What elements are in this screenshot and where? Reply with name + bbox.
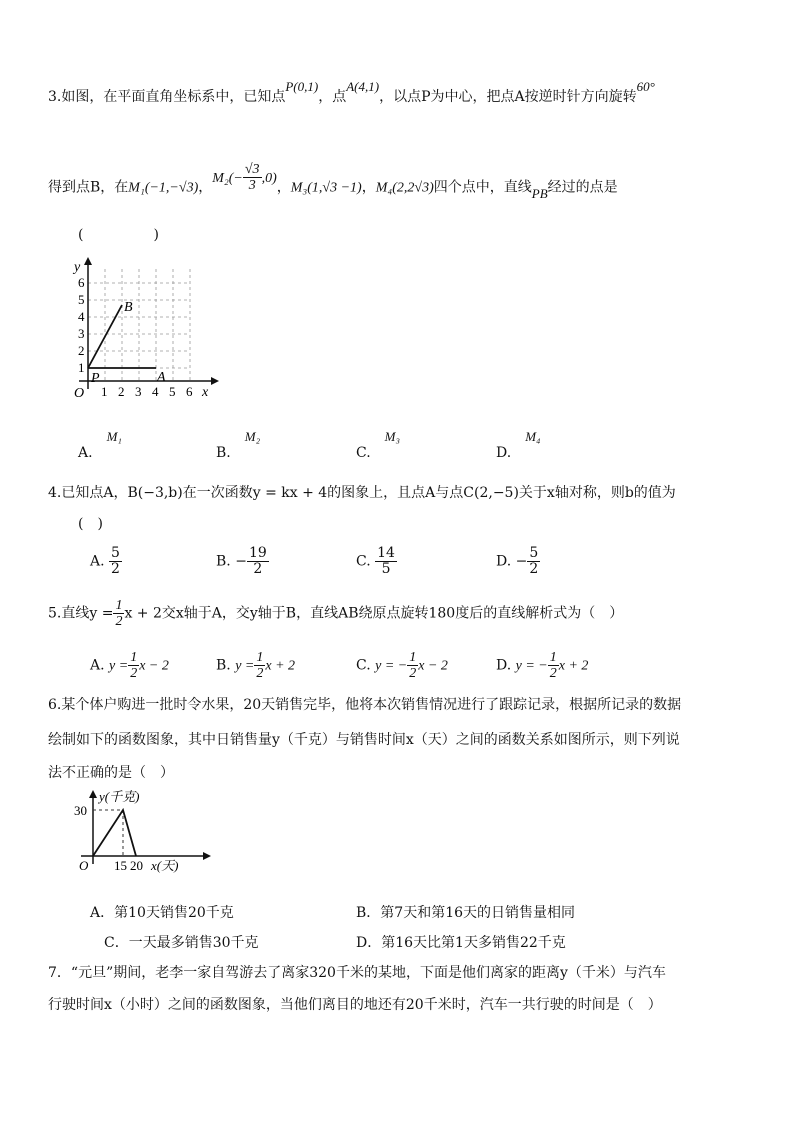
q5-den: 2	[115, 614, 123, 629]
option-den: 2	[256, 666, 264, 681]
q3-option-c[interactable]	[356, 429, 446, 464]
option-text: 第10天销售20千克	[114, 905, 234, 921]
q3-text: 四个点中，直线	[433, 179, 532, 196]
option-den: 5	[381, 561, 391, 577]
q6-stem-line1: 6.某个体户购进一批时令水果，20天销售完毕，他将本次销售情况进行了跟踪记录，根据所记录的数据	[48, 697, 682, 713]
q5-stem	[48, 598, 623, 629]
q3-m2-den: 3	[248, 178, 256, 193]
q3-x-tick: 5	[169, 384, 176, 399]
q3-text: 经过的点是	[547, 179, 618, 196]
q3-x-axis-label: x	[202, 385, 209, 400]
q3-grid	[88, 269, 190, 381]
option-pre: y = −	[375, 658, 408, 674]
q3-m2-pre: M₂(−	[212, 170, 243, 186]
option-pre: y =	[109, 658, 129, 674]
option-letter: A．	[90, 905, 115, 921]
q4-answer-paren: ( )	[78, 516, 103, 532]
q6-stem-line3: 法不正确的是（ ）	[48, 765, 174, 781]
option-letter: C．	[104, 935, 129, 951]
option-fraction	[548, 650, 559, 681]
option-post: x − 2	[139, 658, 169, 674]
q5-option-c[interactable]	[356, 650, 448, 681]
q3-origin-label: O	[74, 386, 85, 401]
q4-option-c[interactable]	[356, 546, 397, 577]
q6-sales-line	[93, 810, 136, 856]
q3-option-d[interactable]	[496, 429, 586, 464]
q4-stem: 4.已知点A，B(−3,b)在一次函数y = kx + 4的图象上，且点A与点C(2,−5)关于x轴对称，则b的值为	[48, 485, 676, 501]
q6-x-tick-20: 20	[130, 858, 143, 873]
option-letter: B．	[356, 905, 381, 921]
q3-answer-paren: ( )	[78, 227, 159, 243]
option-letter: D.	[496, 553, 512, 570]
option-num: 1	[409, 650, 417, 665]
q3-y-tick: 5	[78, 292, 85, 307]
q3-y-tick-labels	[78, 275, 85, 375]
q3-coordinate-graph	[65, 255, 245, 405]
option-text: 一天最多销售30千克	[128, 935, 259, 951]
q3-x-tick: 6	[186, 384, 193, 399]
option-den: 2	[409, 666, 417, 681]
q6-origin-label: O	[79, 858, 89, 873]
option-fraction	[375, 546, 397, 577]
option-num: 1	[549, 650, 557, 665]
q3-y-tick: 4	[78, 309, 85, 324]
q5-option-b[interactable]	[216, 650, 295, 681]
q6-y-axis-label: y(千克)	[99, 789, 140, 804]
q6-option-c[interactable]	[104, 934, 259, 952]
option-den: 2	[253, 561, 263, 577]
q3-point-a-label: A	[157, 370, 166, 385]
option-letter: D.	[496, 445, 512, 461]
q5-option-d[interactable]	[496, 650, 588, 681]
q6-y-tick-30: 30	[74, 803, 87, 818]
q3-y-axis-arrow	[84, 257, 92, 265]
q6-stem-line2: 绘制如下的函数图象，其中日销售量y（千克）与销售时间x（天）之间的函数关系如图所示，则下列说	[48, 732, 680, 748]
q6-x-tick-15: 15	[114, 858, 127, 873]
q3-point-p-label: P	[91, 371, 100, 386]
q3-point-a: A(4,1)	[346, 79, 380, 94]
option-sign: −	[515, 553, 528, 570]
option-letter: C.	[356, 445, 371, 461]
option-letter: D．	[356, 935, 382, 951]
option-post: x − 2	[418, 658, 448, 674]
option-num: 14	[377, 545, 395, 561]
option-text: M₂	[244, 429, 261, 444]
option-letter: C.	[356, 553, 371, 570]
q3-text: 3.如图，在平面直角坐标系中，已知点	[48, 89, 286, 105]
option-den: 2	[529, 561, 539, 577]
option-letter: D.	[496, 657, 512, 674]
option-letter: B.	[216, 445, 231, 461]
q4-option-b[interactable]	[216, 546, 269, 577]
option-fraction	[128, 650, 139, 681]
q3-y-axis-label: y	[74, 260, 81, 275]
q3-y-tick: 6	[78, 275, 85, 290]
q6-option-d[interactable]	[356, 934, 566, 952]
q3-y-tick: 1	[78, 360, 85, 375]
q3-point-b-label: B	[124, 300, 133, 315]
q3-m2-frac	[243, 162, 262, 193]
q6-option-a[interactable]	[90, 904, 234, 922]
option-fraction	[527, 546, 540, 577]
option-sign: −	[235, 553, 247, 570]
q3-x-axis-arrow	[211, 377, 219, 385]
q3-m3: M₃(1,√3 −1)	[290, 180, 362, 196]
q3-m1: M₁(−1,−√3)	[128, 180, 199, 196]
q3-option-b[interactable]	[216, 429, 306, 464]
option-letter: C.	[356, 657, 371, 674]
q5-text: 5.直线y =	[48, 605, 114, 622]
q5-fraction	[113, 598, 124, 629]
q5-option-a[interactable]	[90, 650, 169, 681]
option-num: 19	[248, 545, 267, 561]
q7-stem-line2: 行驶时间x（小时）之间的函数图象，当他们离目的地还有20千米时，汽车一共行驶的时间是（ ）	[48, 997, 662, 1013]
option-fraction	[109, 546, 122, 577]
q3-x-tick: 4	[152, 384, 159, 399]
q3-text: ，以点P为中心，把点A按逆时针方向旋转	[379, 89, 637, 105]
q6-x-axis-label: x(天)	[151, 858, 179, 873]
option-letter: B.	[216, 657, 231, 674]
q3-y-tick: 2	[78, 343, 85, 358]
q3-y-tick: 3	[78, 326, 85, 341]
option-text: M₄	[525, 429, 541, 444]
q3-point-p: P(0,1)	[285, 79, 319, 94]
q3-x-tick-labels	[101, 384, 193, 399]
option-text: M₁	[106, 429, 122, 444]
option-text: 第16天比第1天多销售22千克	[381, 935, 566, 951]
q6-option-b[interactable]	[356, 904, 575, 922]
option-pre: y =	[235, 658, 255, 674]
option-pre: y = −	[515, 658, 548, 674]
q3-angle: 60°	[636, 79, 655, 94]
option-post: x + 2	[558, 658, 589, 674]
option-text: M₃	[384, 429, 401, 444]
q5-text: x + 2交x轴于A，交y轴于B，直线AB绕原点旋转180度后的直线解析式为（ ）	[124, 605, 624, 622]
option-letter: A.	[78, 445, 93, 461]
option-den: 2	[549, 666, 557, 681]
q3-x-tick: 2	[118, 384, 125, 399]
q3-segment-pb	[88, 305, 122, 368]
q3-m4: M₄(2,2√3)	[375, 180, 434, 196]
q3-m2-post: ,0)	[261, 170, 277, 186]
option-fraction	[254, 650, 265, 681]
q3-text: 得到点B，在	[48, 179, 129, 196]
q3-text: ，点	[318, 89, 347, 105]
q3-pb: PB	[531, 185, 548, 201]
q6-sales-graph	[73, 786, 243, 876]
q3-line1	[48, 79, 655, 106]
option-letter: B.	[216, 553, 231, 570]
option-text: 第7天和第16天的日销售量相同	[380, 905, 576, 921]
option-num: 5	[111, 545, 120, 561]
q3-x-tick: 3	[135, 384, 142, 399]
q7-stem-line1: 7．“元旦”期间，老李一家自驾游去了离家320千米的某地，下面是他们离家的距离y（千米）与汽车	[48, 965, 666, 981]
option-fraction	[407, 650, 418, 681]
option-num: 1	[130, 650, 138, 665]
option-den: 2	[130, 666, 138, 681]
q3-m2-num: √3	[244, 162, 260, 177]
q4-option-a[interactable]	[90, 546, 122, 577]
q5-num: 1	[115, 598, 123, 613]
option-num: 1	[256, 650, 264, 665]
q6-y-axis-arrow	[89, 790, 97, 798]
option-letter: A.	[90, 657, 105, 674]
option-fraction	[247, 546, 269, 577]
option-letter: A.	[90, 553, 105, 570]
q3-line2: 得到点B，在M₁(−1,−√3)，M₂(− $\frac{√3}{3}$ ,0)，M₃(1,√3 −1)，M₄(2,2√3)四个点中，直线PB经过的点是	[48, 162, 618, 201]
option-den: 2	[111, 561, 120, 577]
q3-x-tick: 1	[101, 384, 108, 399]
option-num: 5	[529, 545, 539, 561]
q4-option-d[interactable]	[496, 546, 540, 577]
q6-x-axis-arrow	[203, 852, 211, 860]
option-post: x + 2	[265, 658, 296, 674]
q3-option-a[interactable]	[78, 429, 168, 464]
